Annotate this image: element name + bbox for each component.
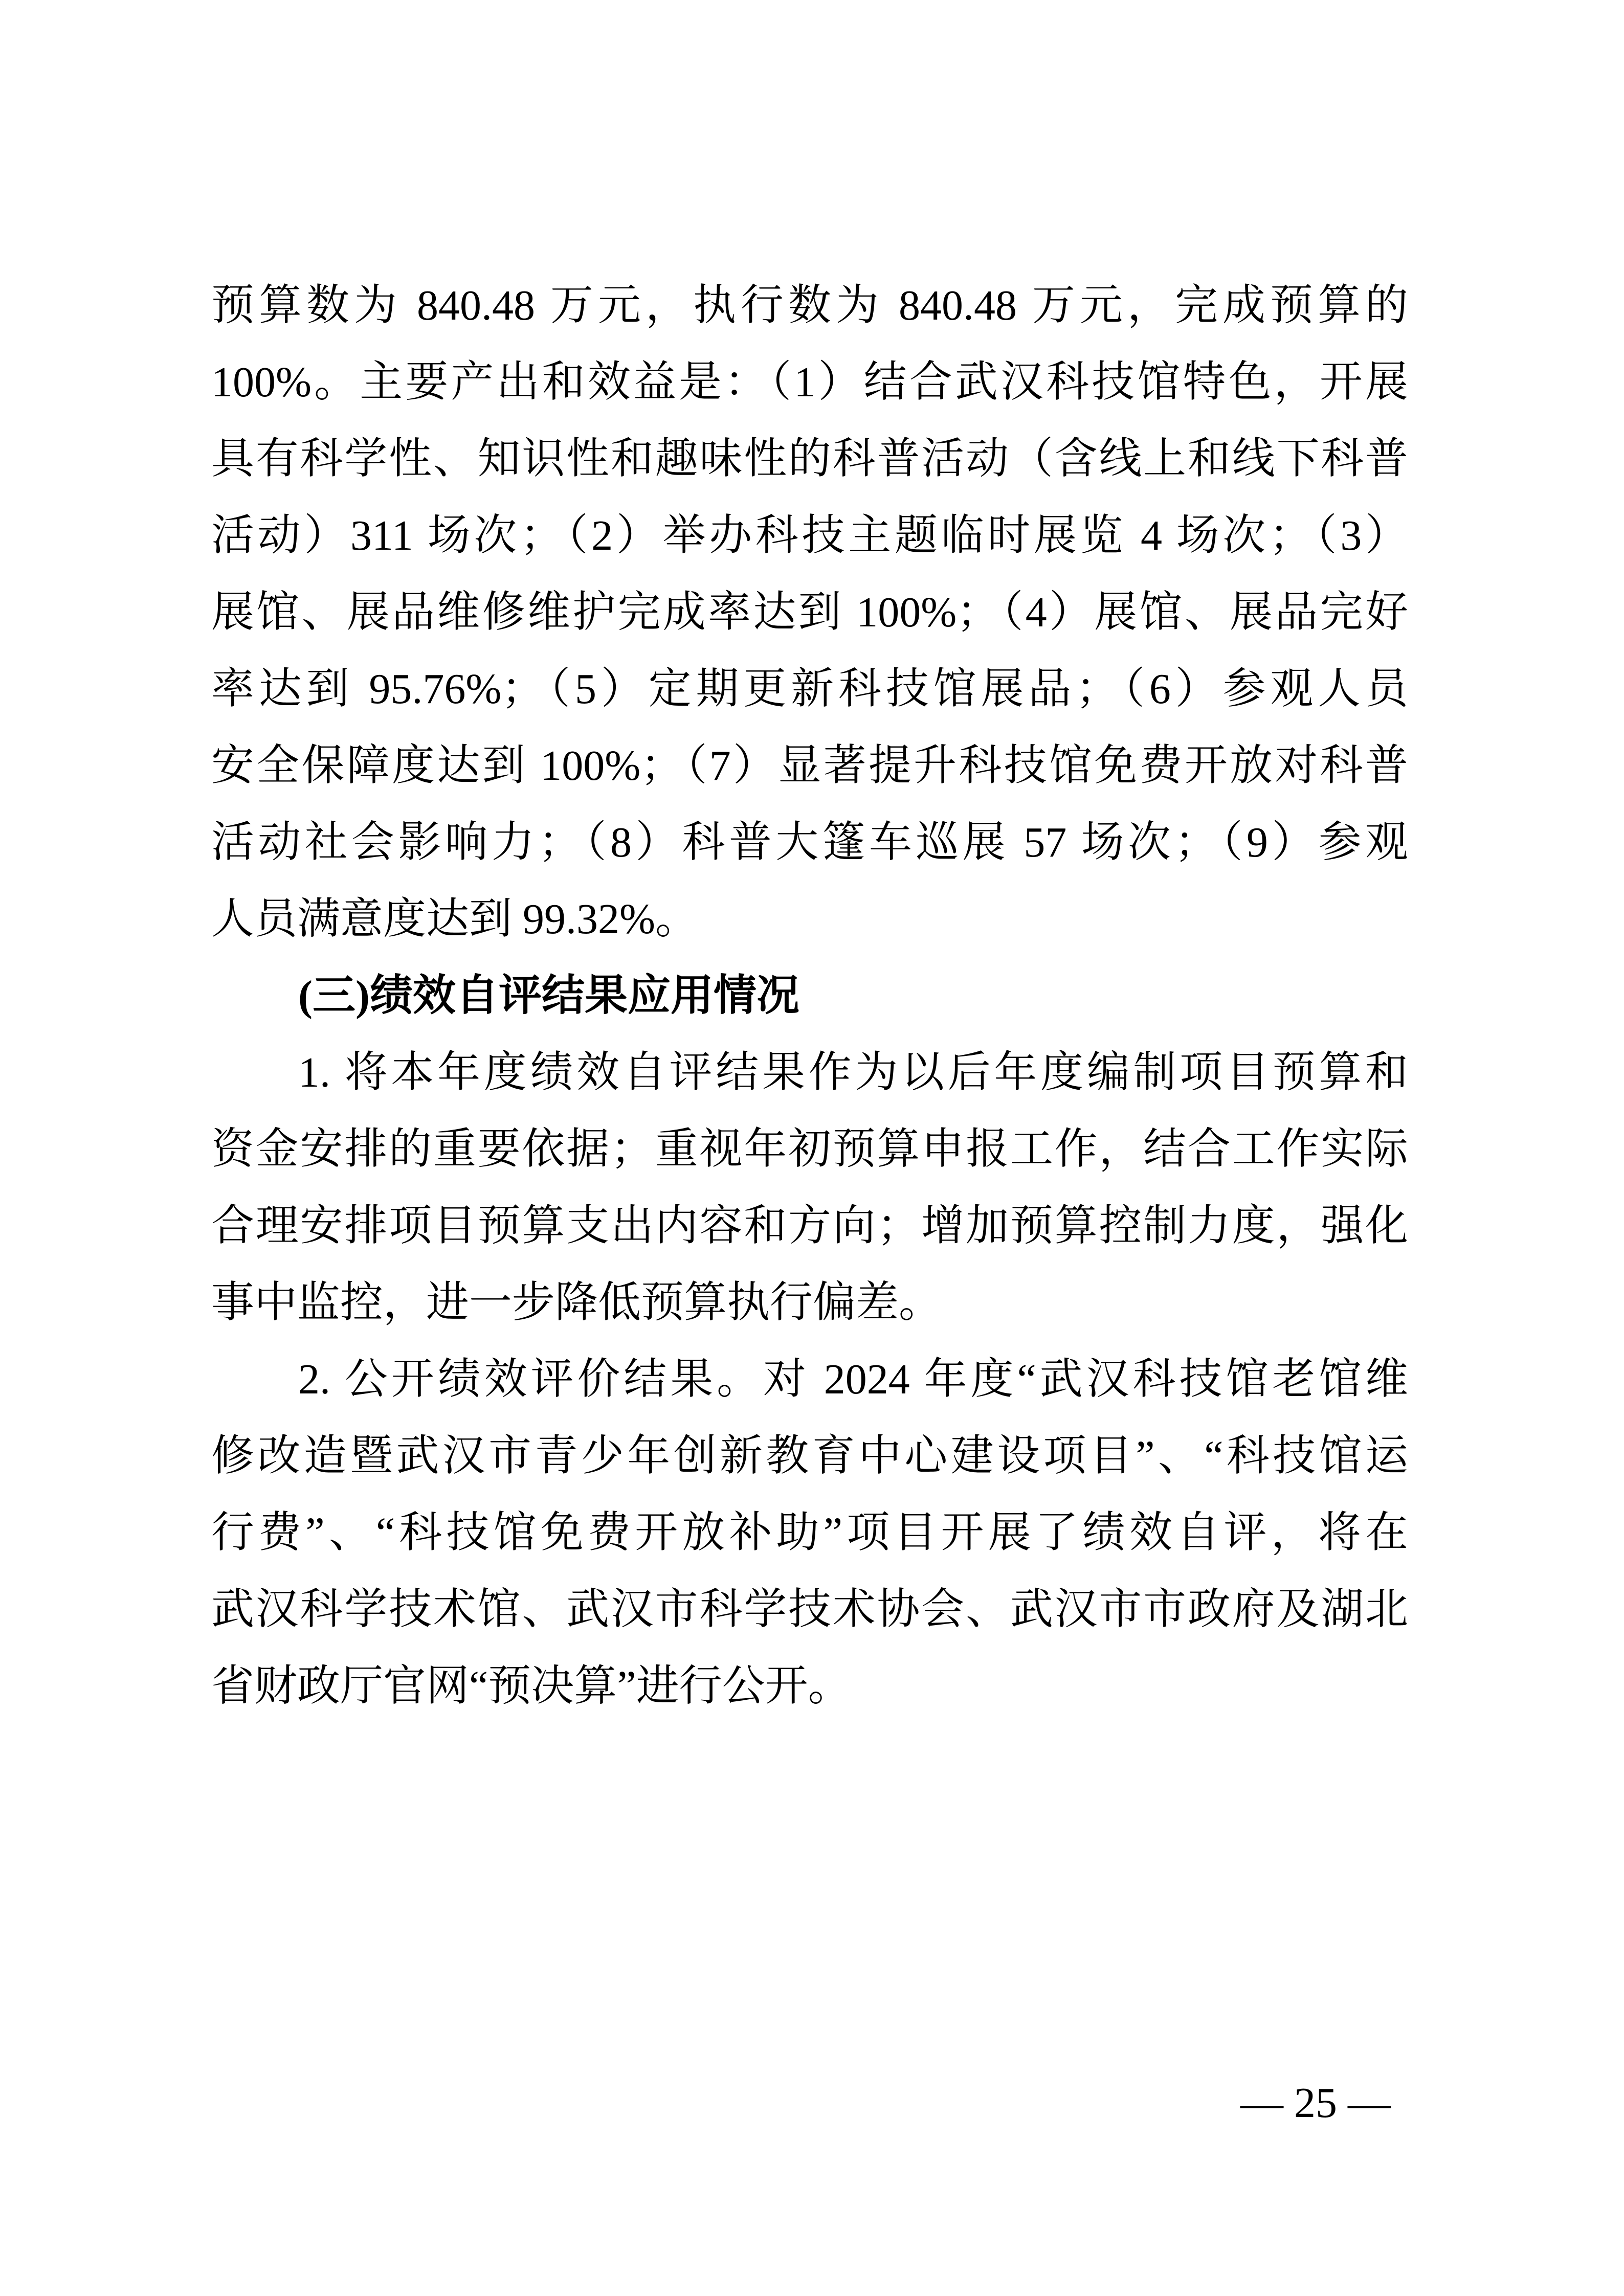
- text-line: 100%。主要产出和效益是：（1）结合武汉科技馆特色，开展: [211, 358, 1408, 406]
- text-line: 资金安排的重要依据；重视年初预算申报工作，结合工作实际: [211, 1126, 1408, 1173]
- text-line: 修改造暨武汉市青少年创新教育中心建设项目”、“科技馆运: [211, 1432, 1408, 1480]
- text-line: 展馆、展品维修维护完成率达到 100%；（4）展馆、展品完好: [211, 589, 1408, 636]
- section-heading: (三)绩效自评结果应用情况: [298, 972, 799, 1020]
- text-line: 行费”、“科技馆免费开放补助”项目开展了绩效自评，将在: [211, 1509, 1408, 1557]
- text-line: 活动社会影响力；（8）科普大篷车巡展 57 场次；（9）参观: [211, 819, 1408, 866]
- text-line: 安全保障度达到 100%；（7）显著提升科技馆免费开放对科普: [211, 742, 1408, 790]
- text-line: 预算数为 840.48 万元，执行数为 840.48 万元，完成预算的: [211, 282, 1408, 329]
- text-line: 省财政厅官网“预决算”进行公开。: [211, 1662, 851, 1710]
- text-line: 合理安排项目预算支出内容和方向；增加预算控制力度，强化: [211, 1202, 1408, 1250]
- document-body: [211, 267, 1408, 1725]
- page-footer: [1240, 2075, 1391, 2131]
- text-line: 活动）311 场次；（2）举办科技主题临时展览 4 场次；（3）: [211, 512, 1408, 559]
- text-line: 1. 将本年度绩效自评结果作为以后年度编制项目预算和: [298, 1049, 1408, 1096]
- text-line: 2. 公开绩效评价结果。对 2024 年度“武汉科技馆老馆维: [298, 1356, 1408, 1403]
- text-line: 人员满意度达到 99.32%。: [211, 895, 698, 943]
- page-number: — 25 —: [1240, 2079, 1391, 2127]
- text-line: 具有科学性、知识性和趣味性的科普活动（含线上和线下科普: [211, 435, 1408, 483]
- text-line: 率达到 95.76%；（5）定期更新科技馆展品；（6）参观人员: [211, 665, 1408, 713]
- text-line: 武汉科学技术馆、武汉市科学技术协会、武汉市市政府及湖北: [211, 1586, 1408, 1633]
- text-line: 事中监控，进一步降低预算执行偏差。: [211, 1279, 942, 1326]
